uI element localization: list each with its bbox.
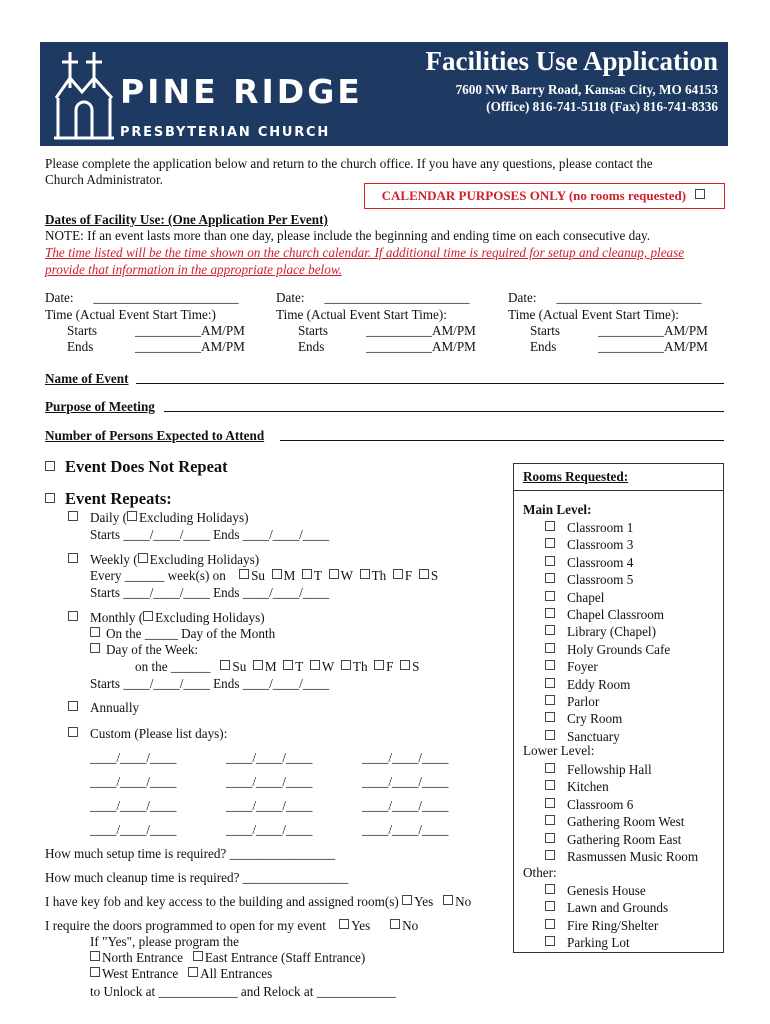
entrance-row-1 [90, 950, 365, 966]
dates-heading: Dates of Facility Use: (One Application Per Event) [45, 212, 328, 227]
room-option[interactable] [545, 917, 668, 934]
day-option[interactable] [374, 659, 393, 674]
day-label: W [340, 568, 354, 583]
day-label: Su [251, 568, 265, 583]
persons-field[interactable] [280, 440, 724, 441]
room-label: Kitchen [567, 779, 609, 795]
ends-label: Ends [298, 339, 325, 354]
monthly-label: Monthly ( [90, 610, 144, 625]
east-entrance-label: East Entrance (Staff Entrance) [204, 950, 366, 965]
custom-option[interactable] [68, 726, 227, 742]
monthly-excl-checkbox[interactable] [143, 611, 153, 621]
room-option[interactable] [545, 589, 670, 606]
day-checkbox[interactable] [272, 569, 282, 579]
doors-row [45, 918, 418, 934]
weekly-checkbox[interactable] [68, 553, 78, 563]
no-label: No [402, 918, 419, 933]
custom-date-field[interactable]: ____/____/____ [362, 750, 449, 765]
weekly-dates[interactable]: Starts ____/____/____ Ends ____/____/____ [90, 585, 330, 600]
start-time-field[interactable]: __________AM/PM [366, 323, 476, 338]
room-checkbox[interactable] [545, 678, 555, 688]
church-phones: (Office) 816-741-5118 (Fax) 816-741-8336 [486, 99, 718, 114]
room-label: Fellowship Hall [567, 762, 652, 777]
room-checkbox[interactable] [545, 730, 555, 740]
day-option[interactable] [302, 568, 322, 583]
no-repeat-label: Event Does Not Repeat [65, 457, 228, 476]
calendar-warning-2: provide that information in the appropriate place below. [45, 262, 342, 277]
room-option[interactable] [545, 796, 698, 813]
custom-date-field[interactable]: ____/____/____ [226, 750, 313, 765]
room-label: Parking Lot [567, 935, 630, 951]
room-label: Gathering Room West [567, 814, 685, 830]
day-checkbox[interactable] [419, 569, 429, 579]
all-entrances-checkbox[interactable] [188, 967, 198, 977]
day-option[interactable] [393, 568, 412, 583]
room-checkbox[interactable] [545, 573, 555, 583]
day-option[interactable] [283, 659, 303, 674]
on-the-field[interactable]: on the ______ [135, 659, 211, 674]
room-checkbox[interactable] [545, 833, 555, 843]
day-checkbox[interactable] [360, 569, 370, 579]
north-entrance-option[interactable] [90, 950, 183, 965]
church-logo-icon [52, 48, 116, 140]
room-checkbox[interactable] [545, 695, 555, 705]
daily-label: Daily ( [90, 510, 127, 525]
day-label: Su [232, 659, 247, 674]
key-yes-option[interactable] [402, 894, 433, 909]
custom-label: Custom (Please list days): [90, 726, 228, 741]
annually-label: Annually [90, 700, 140, 715]
entrance-row-2 [90, 966, 272, 982]
day-checkbox[interactable] [374, 660, 384, 670]
custom-date-field[interactable]: ____/____/____ [226, 798, 313, 813]
custom-date-field[interactable]: ____/____/____ [90, 798, 177, 813]
day-option[interactable] [419, 568, 438, 583]
weekly-label: Weekly ( [90, 552, 138, 567]
dates-note: NOTE: If an event lasts more than one day, please include the beginning and ending time on each consecutive day. [45, 228, 651, 243]
day-option[interactable] [253, 659, 277, 674]
other-list [545, 882, 668, 952]
date-field[interactable]: ______________________ [93, 290, 239, 305]
doors-label: I require the doors programmed to open for my event [45, 918, 326, 933]
day-checkbox[interactable] [329, 569, 339, 579]
purpose-field[interactable] [164, 411, 724, 412]
room-label: Rasmussen Music Room [567, 849, 699, 865]
day-of-week-option[interactable] [90, 642, 198, 658]
daily-excl-checkbox[interactable] [127, 511, 137, 521]
room-option[interactable] [545, 761, 698, 778]
date-block-3 [508, 290, 708, 355]
room-option[interactable] [545, 606, 670, 623]
day-checkbox[interactable] [393, 569, 403, 579]
calendar-only-label: CALENDAR PURPOSES ONLY (no rooms requested) [381, 188, 687, 203]
room-checkbox[interactable] [545, 901, 555, 911]
day-label: W [321, 659, 335, 674]
key-yes-checkbox[interactable] [402, 895, 412, 905]
day-label: Th [352, 659, 368, 674]
room-label: Sanctuary [567, 728, 620, 744]
key-access-label: I have key fob and key access to the building and assigned room(s) [45, 894, 399, 909]
room-label: Genesis House [567, 883, 646, 898]
room-label: Classroom 4 [567, 554, 634, 570]
monthly-days-row [135, 659, 419, 675]
day-label: M [283, 568, 296, 583]
day-option[interactable] [220, 659, 246, 674]
intro-text-2: Church Administrator. [45, 172, 163, 187]
day-checkbox[interactable] [400, 660, 410, 670]
room-option[interactable] [545, 693, 670, 710]
every-weeks-field[interactable]: Every ______ week(s) on [90, 568, 226, 583]
room-checkbox[interactable] [545, 591, 555, 601]
date-field[interactable]: ______________________ [324, 290, 470, 305]
room-option[interactable] [545, 882, 668, 899]
day-label: F [404, 568, 413, 583]
day-checkbox[interactable] [239, 569, 249, 579]
room-checkbox[interactable] [545, 521, 555, 531]
date-block-2 [276, 290, 476, 355]
daily-option[interactable] [68, 510, 249, 526]
day-label: S [430, 568, 439, 583]
room-option[interactable] [545, 571, 670, 588]
room-option[interactable] [545, 676, 670, 693]
room-label: Foyer [567, 659, 598, 675]
day-option[interactable] [272, 568, 296, 583]
event-name-label: Name of Event [45, 371, 129, 386]
day-checkbox[interactable] [220, 660, 230, 670]
date-label: Date: [45, 290, 74, 305]
lower-level-list [545, 761, 698, 865]
room-label: Library (Chapel) [567, 624, 656, 640]
custom-date-field[interactable]: ____/____/____ [226, 774, 313, 789]
day-checkbox[interactable] [310, 660, 320, 670]
repeats-option[interactable] [45, 489, 172, 509]
unlock-relock-field[interactable]: to Unlock at ____________ and Relock at ____________ [90, 984, 396, 999]
day-label: T [295, 659, 304, 674]
calendar-warning: The time listed will be the time shown on the church calendar. If additional time is required for setup and cleanup, please [45, 245, 685, 260]
day-of-month-checkbox[interactable] [90, 627, 100, 637]
time-label: Time (Actual Event Start Time): [276, 307, 447, 322]
annually-option[interactable] [68, 700, 139, 716]
date-field[interactable]: ______________________ [556, 290, 702, 305]
room-label: Chapel Classroom [567, 607, 665, 623]
custom-date-field[interactable]: ____/____/____ [90, 750, 177, 765]
yes-label: Yes [414, 894, 434, 909]
day-checkbox[interactable] [283, 660, 293, 670]
monthly-option[interactable] [68, 610, 265, 626]
daily-checkbox[interactable] [68, 511, 78, 521]
ends-label: Ends [67, 339, 94, 354]
room-checkbox[interactable] [545, 815, 555, 825]
room-checkbox[interactable] [545, 625, 555, 635]
custom-date-field[interactable]: ____/____/____ [362, 798, 449, 813]
room-label: Cry Room [567, 711, 623, 727]
start-time-field[interactable]: __________AM/PM [135, 323, 245, 338]
starts-label: Starts [67, 323, 98, 338]
room-checkbox[interactable] [545, 643, 555, 653]
day-of-week-label: Day of the Week: [106, 642, 199, 657]
room-label: Classroom 5 [567, 572, 634, 588]
doors-yes-option[interactable] [339, 918, 370, 933]
all-entrances-label: All Entrances [200, 966, 273, 981]
room-option[interactable] [545, 848, 698, 865]
day-checkbox[interactable] [302, 569, 312, 579]
calendar-only-option[interactable] [364, 183, 725, 209]
yes-label: Yes [351, 918, 371, 933]
start-time-field[interactable]: __________AM/PM [598, 323, 708, 338]
custom-date-field[interactable]: ____/____/____ [362, 774, 449, 789]
purpose-label: Purpose of Meeting [45, 399, 155, 414]
room-checkbox[interactable] [545, 798, 555, 808]
key-no-checkbox[interactable] [443, 895, 453, 905]
doors-no-checkbox[interactable] [390, 919, 400, 929]
day-label: Th [371, 568, 387, 583]
key-no-option[interactable] [443, 894, 471, 909]
day-option[interactable] [329, 568, 353, 583]
room-option[interactable] [545, 899, 668, 916]
doors-yes-checkbox[interactable] [339, 919, 349, 929]
east-entrance-option[interactable] [193, 950, 366, 965]
day-option[interactable] [400, 659, 419, 674]
west-entrance-option[interactable] [90, 966, 178, 981]
room-checkbox[interactable] [545, 919, 555, 929]
date-label: Date: [508, 290, 537, 305]
calendar-only-checkbox[interactable] [695, 189, 705, 199]
day-option[interactable] [310, 659, 334, 674]
weekly-days-row [90, 568, 438, 584]
starts-label: Starts [530, 323, 561, 338]
main-level-label: Main Level: [523, 502, 592, 517]
church-name: PINE RIDGE [120, 72, 363, 111]
room-label: Eddy Room [567, 676, 631, 692]
main-level-list [545, 519, 670, 745]
no-repeat-option[interactable] [45, 457, 228, 477]
excl-holidays-label: Excluding Holidays) [149, 552, 260, 567]
room-option[interactable] [545, 554, 670, 571]
day-option[interactable] [341, 659, 368, 674]
custom-date-field[interactable]: ____/____/____ [362, 822, 449, 837]
room-label: Holy Grounds Cafe [567, 641, 671, 657]
room-option[interactable] [545, 813, 698, 830]
room-option[interactable] [545, 536, 670, 553]
starts-label: Starts [298, 323, 329, 338]
lower-level-label: Lower Level: [523, 743, 595, 758]
room-checkbox[interactable] [545, 884, 555, 894]
custom-date-field[interactable]: ____/____/____ [226, 822, 313, 837]
day-option[interactable] [239, 568, 265, 583]
custom-checkbox[interactable] [68, 727, 78, 737]
room-option[interactable] [545, 778, 698, 795]
weekly-option[interactable] [68, 552, 259, 568]
date-block-1 [45, 290, 245, 355]
east-entrance-checkbox[interactable] [193, 951, 203, 961]
rooms-title: Rooms Requested: [523, 469, 629, 484]
form-title: Facilities Use Application [425, 46, 718, 76]
room-checkbox[interactable] [545, 763, 555, 773]
monthly-checkbox[interactable] [68, 611, 78, 621]
header-banner [40, 42, 728, 146]
day-of-month-label: On the _____ Day of the Month [106, 626, 276, 641]
room-label: Classroom 6 [567, 796, 634, 812]
annually-checkbox[interactable] [68, 701, 78, 711]
church-address: 7600 NW Barry Road, Kansas City, MO 64153 [455, 82, 718, 97]
room-checkbox[interactable] [545, 608, 555, 618]
church-subtitle: PRESBYTERIAN CHURCH [120, 125, 331, 140]
north-entrance-label: North Entrance [102, 950, 183, 965]
room-option[interactable] [545, 658, 670, 675]
room-option[interactable] [545, 623, 670, 640]
day-checkbox[interactable] [253, 660, 263, 670]
room-checkbox[interactable] [545, 850, 555, 860]
room-option[interactable] [545, 934, 668, 951]
room-option[interactable] [545, 519, 670, 536]
intro-text: Please complete the application below and return to the church office. If you have any questions, please contact the [45, 156, 653, 171]
room-label: Chapel [567, 589, 605, 605]
time-label: Time (Actual Event Start Time): [508, 307, 679, 322]
cleanup-time-field[interactable]: How much cleanup time is required? ________________ [45, 870, 349, 885]
repeats-checkbox[interactable] [45, 493, 55, 503]
weekly-excl-checkbox[interactable] [138, 553, 148, 563]
day-option[interactable] [360, 568, 387, 583]
room-option[interactable] [545, 710, 670, 727]
if-yes-text: If "Yes", please program the [90, 934, 239, 949]
room-checkbox[interactable] [545, 780, 555, 790]
room-label: Gathering Room East [567, 831, 682, 847]
room-checkbox[interactable] [545, 556, 555, 566]
excl-holidays-label: Excluding Holidays) [155, 610, 265, 625]
room-label: Classroom 1 [567, 520, 634, 535]
room-checkbox[interactable] [545, 538, 555, 548]
day-of-month-option[interactable] [90, 626, 275, 642]
room-checkbox[interactable] [545, 936, 555, 946]
room-checkbox[interactable] [545, 712, 555, 722]
other-label: Other: [523, 865, 557, 880]
day-checkbox[interactable] [341, 660, 351, 670]
daily-dates[interactable]: Starts ____/____/____ Ends ____/____/____ [90, 527, 330, 542]
north-entrance-checkbox[interactable] [90, 951, 100, 961]
room-label: Classroom 3 [567, 537, 634, 553]
day-label: S [412, 659, 420, 674]
custom-date-field[interactable]: ____/____/____ [90, 774, 177, 789]
west-entrance-checkbox[interactable] [90, 967, 100, 977]
west-entrance-label: West Entrance [102, 966, 179, 981]
custom-date-field[interactable]: ____/____/____ [90, 822, 177, 837]
time-label: Time (Actual Event Start Time:) [45, 307, 216, 322]
rooms-requested-box [513, 463, 724, 953]
end-time-field[interactable]: __________AM/PM [598, 339, 708, 354]
doors-no-option[interactable] [390, 918, 418, 933]
room-label: Parlor [567, 694, 600, 710]
repeats-label: Event Repeats: [65, 489, 172, 508]
day-label: F [386, 659, 394, 674]
room-option[interactable] [545, 641, 670, 658]
date-label: Date: [276, 290, 305, 305]
ends-label: Ends [530, 339, 557, 354]
setup-time-field[interactable]: How much setup time is required? ________________ [45, 846, 336, 861]
room-label: Fire Ring/Shelter [567, 917, 659, 933]
day-label: T [313, 568, 322, 583]
rooms-title-row [514, 464, 723, 491]
no-repeat-checkbox[interactable] [45, 461, 55, 471]
monthly-dates[interactable]: Starts ____/____/____ Ends ____/____/____ [90, 676, 330, 691]
event-name-field[interactable] [136, 383, 724, 384]
excl-holidays-label: Excluding Holidays) [139, 510, 249, 525]
day-label: M [264, 659, 277, 674]
end-time-field[interactable]: __________AM/PM [135, 339, 245, 354]
room-label: Lawn and Grounds [567, 900, 669, 916]
no-label: No [455, 894, 472, 909]
room-checkbox[interactable] [545, 660, 555, 670]
room-option[interactable] [545, 831, 698, 848]
day-of-week-checkbox[interactable] [90, 643, 100, 653]
end-time-field[interactable]: __________AM/PM [366, 339, 476, 354]
all-entrances-option[interactable] [188, 966, 272, 981]
persons-label: Number of Persons Expected to Attend [45, 428, 265, 443]
key-access-row [45, 894, 471, 910]
